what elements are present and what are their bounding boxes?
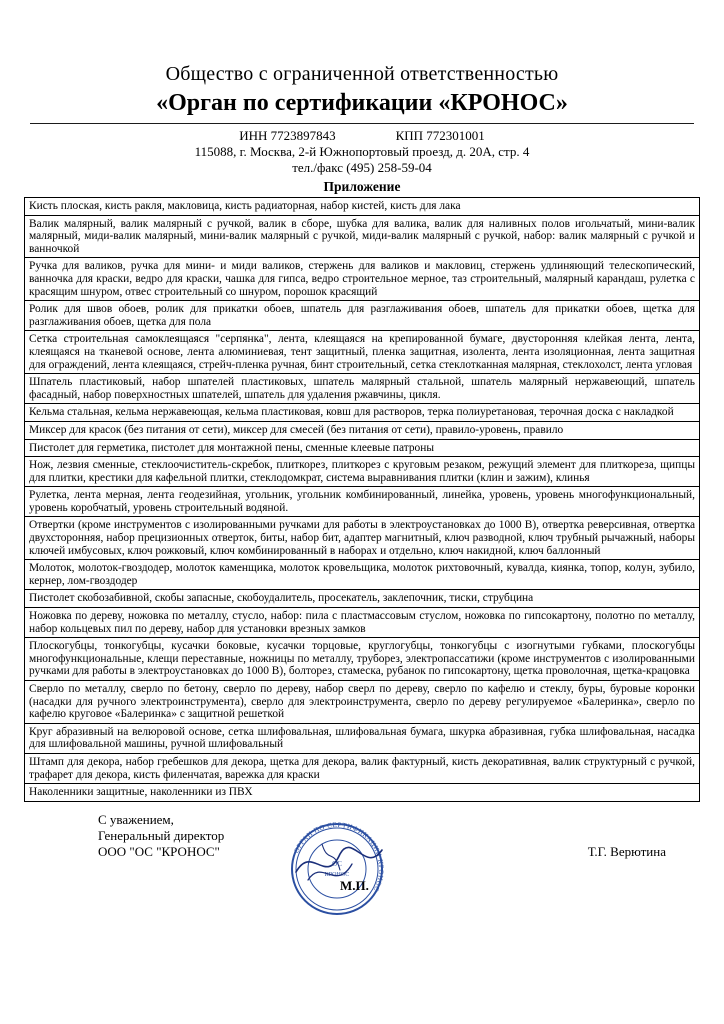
regards-line: С уважением, [98, 811, 174, 827]
table-row [25, 404, 700, 422]
item-cell: Пистолет скобозабивной, скобы запасные, скобоудалитель, просекатель, заклепочник, тиски, струбцина [25, 590, 700, 608]
organization-form-line: Общество с ограниченной ответственностью [165, 63, 559, 85]
item-cell: Пистолет для герметика, пистолет для монтажной пены, сменные клеевые патроны [25, 439, 700, 457]
item-cell: Ручка для валиков, ручка для мини- и миди валиков, стержень для валиков и макловиц, стержень удлиняющий телескопический, ванночка для краски, ведро для краски, чашка для гипса, ведро строительное мерное, таз строительный, малярный карандаш, рулетка с красящим шнуром, отвес строительный со шнуром, порошок красящий [25, 258, 700, 301]
position-line: Генеральный директор [98, 827, 225, 843]
appendix-title: Приложение [323, 179, 401, 194]
header-divider [30, 123, 694, 124]
svg-text:КРОНОС: КРОНОС [324, 871, 350, 878]
item-cell: Миксер для красок (без питания от сети), миксер для смесей (без питания от сети), правило-уровень, правило [25, 421, 700, 439]
table-row [25, 421, 700, 439]
item-cell: Молоток, молоток-гвоздодер, молоток каменщика, молоток кровельщика, молоток рихтовочный, кувалда, киянка, топор, колун, зубило, кернер, лом-гвоздодер [25, 560, 700, 590]
registration-numbers [24, 128, 700, 144]
table-row [25, 560, 700, 590]
phone-line: тел./факс (495) 258-59-04 [292, 160, 432, 175]
table-row [25, 457, 700, 487]
item-cell: Шпатель пластиковый, набор шпателей пластиковых, шпатель малярный стальной, шпатель малярный нержавеющий, шпатель фасадный, набор поверхностных шпателей, шпатель для удаления ржавчины, цикля. [25, 374, 700, 404]
table-row [25, 638, 700, 681]
item-cell: Сверло по металлу, сверло по бетону, сверло по дереву, набор сверл по дереву, сверло по кафелю и стеклу, буры, буровые коронки (насадки для ручного электроинструмента), сверло для электроинструмента, сверло по дереву регулируемое «Балеринка», сверло по кафелю круговое «Балеринка» с защитной решеткой [25, 681, 700, 724]
signature-block-left [98, 812, 224, 860]
item-cell: Плоскогубцы, тонкогубцы, кусачки боковые, кусачки торцовые, круглогубцы, тонкогубцы с изогнутыми губками, плоскогубцы многофункциональные, клещи переставные, ножницы по металлу, труборез, электропассатижи (кроме инструментов с изолированными ручками для работы в электроустановках до 1000 В), болторез, стамеска, рубанок по гипсокартону, щетка проволочная, щетка-крацовка [25, 638, 700, 681]
item-cell: Нож, лезвия сменные, стеклоочиститель-скребок, плиткорез, плиткорез с круговым резаком, режущий элемент для плиткореза, щипцы для плитки, крестики для кафельной плитки, стеклодомкрат, система выравнивания плитки (клин и зажим), клинья [25, 457, 700, 487]
table-row [25, 608, 700, 638]
item-cell: Круг абразивный на велюровой основе, сетка шлифовальная, шлифовальная бумага, шкурка абразивная, губка шлифовальная, насадка для шлифовальной машины, ручной шлифовальный [25, 723, 700, 753]
table-row [25, 784, 700, 802]
item-cell: Валик малярный, валик малярный с ручкой, валик в сборе, шубка для валика, валик для наливных полов игольчатый, мини-валик малярный, миди-валик малярный, мини-валик малярный с ручкой, миди-валик малярный с ручкой, набор: валик малярный с ручкой и ванночкой [25, 215, 700, 258]
table-row [25, 331, 700, 374]
table-row [25, 753, 700, 783]
items-table-body [25, 198, 700, 802]
item-cell: Ножовка по дереву, ножовка по металлу, стусло, набор: пила с пластмассовым стуслом, ножовка по гипсокартону, полотно по металлу, набор кольцевых пил по дереву, набор для установки врезных замков [25, 608, 700, 638]
document-header [24, 62, 700, 195]
item-cell: Ролик для швов обоев, ролик для прикатки обоев, шпатель для разглаживания обоев, шпатель для прикатки обоев, щетка для разглаживания обоев, щетка для пола [25, 301, 700, 331]
item-cell: Отвертки (кроме инструментов с изолированными ручками для работы в электроустановках до 1000 В), отвертка реверсивная, отвертка двухсторонняя, набор прецизионных отверток, биты, набор бит, адаптер магнитный, ключ разводной, ключ трубный рычажный, наборы ключей имбусовых, ключ рожковый, ключ комбинированный в наборах и отдельно, ключ накидной, ключ баллонный [25, 517, 700, 560]
table-row [25, 374, 700, 404]
item-cell: Штамп для декора, набор гребешков для декора, щетка для декора, валик фактурный, кисть декоративная, валик структурный с ручкой, трафарет для декора, кисть филенчатая, варежка для краски [25, 753, 700, 783]
item-cell: Сетка строительная самоклеящаяся "серпянка", лента, клеящаяся на крепированной бумаге, двусторонняя клейкая лента, лента, клеящаяся на тканевой основе, лента алюминиевая, тент защитный, пленка защитная, изолента, лента изоляционная, лента защитная для ограждений, лента клеящаяся, стрейч-пленка ручная, бинт строительный, сетка стеклотканная малярная, стеклохолст, лента угловая [25, 331, 700, 374]
table-row [25, 439, 700, 457]
document-footer [24, 812, 700, 922]
item-cell: Рулетка, лента мерная, лента геодезийная, угольник, угольник комбинированный, линейка, уровень, уровень многофункциональный, уровень коробчатый, уровень строительный водяной. [25, 487, 700, 517]
official-stamp [282, 814, 392, 924]
mp-label: М.П. [340, 877, 369, 893]
table-row [25, 723, 700, 753]
inn-value: ИНН 7723897843 [239, 128, 336, 143]
table-row [25, 487, 700, 517]
svg-text:ОРГАН ПО СЕРТИФИКАЦИИ КРОНОС: ОРГАН ПО СЕРТИФИКАЦИИ КРОНОС [292, 820, 386, 893]
table-row [25, 590, 700, 608]
item-cell: Кисть плоская, кисть ракля, макловица, кисть радиаторная, набор кистей, кисть для лака [25, 198, 700, 216]
table-row [25, 198, 700, 216]
address-line: 115088, г. Москва, 2-й Южнопортовый проезд, д. 20А, стр. 4 [194, 144, 530, 159]
company-line: ООО "ОС "КРОНОС" [98, 843, 220, 859]
table-row [25, 215, 700, 258]
table-row [25, 517, 700, 560]
table-row [25, 681, 700, 724]
table-row [25, 258, 700, 301]
signer-name: Т.Г. Верютина [587, 843, 666, 859]
organization-name-line: «Орган по сертификации «КРОНОС» [156, 90, 568, 116]
kpp-value: КПП 772301001 [395, 128, 485, 143]
table-row [25, 301, 700, 331]
items-table [24, 197, 700, 802]
item-cell: Наколенники защитные, наколенники из ПВХ [25, 784, 700, 802]
svg-text:ОС: ОС [332, 859, 342, 868]
item-cell: Кельма стальная, кельма нержавеющая, кельма пластиковая, ковш для растворов, терка полиуретановая, терочная доска с накладкой [25, 404, 700, 422]
